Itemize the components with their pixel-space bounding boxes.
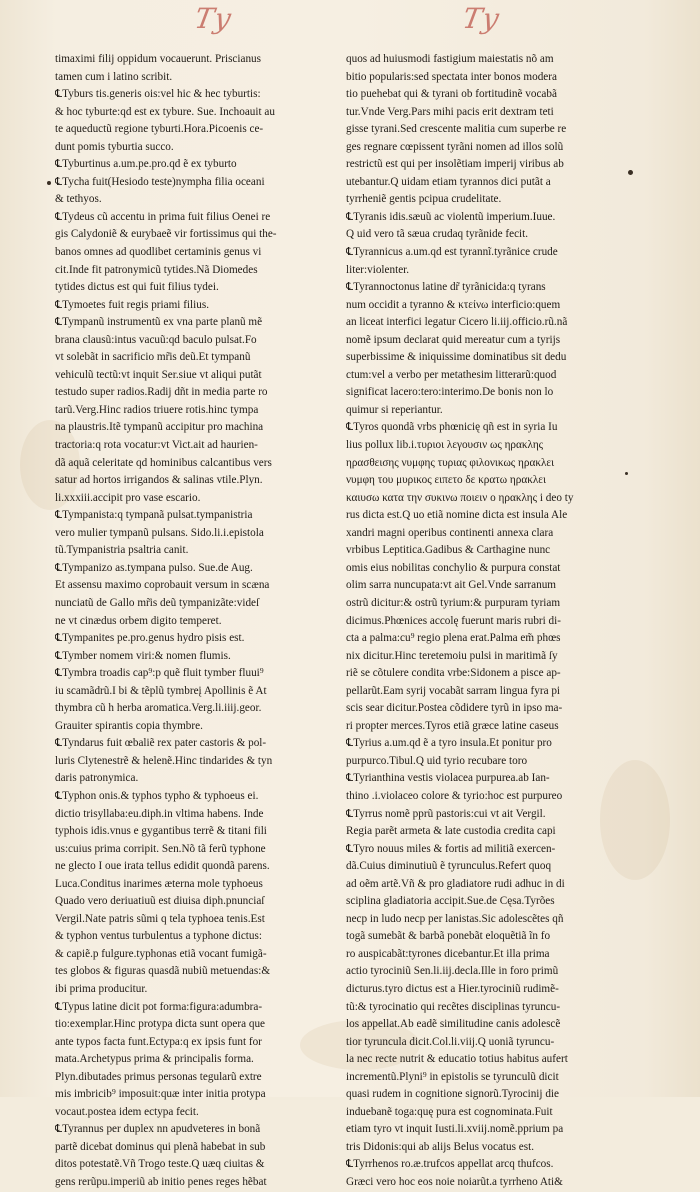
- text-line: vero mulier tympanũ pulsans. Sido.li.i.epistola: [55, 526, 264, 539]
- text-line: gisse tyrani.Sed crescente malitia cum superbe re: [346, 123, 567, 136]
- text-line: thymbra cũ h herba aromatica.Verg.li.iiij.geor.: [55, 702, 262, 715]
- text-line: dicturus.tyro dictus est a Hier.tyrociniũ rudimẽ-: [346, 982, 559, 995]
- text-line: ℄Tyranis idis.sæuũ ac violentũ imperium.Iuue.: [346, 210, 556, 223]
- text-line: tamen cum i latino scribit.: [55, 70, 173, 83]
- text-line: gens rerũpu.imperiũ ab initio penes reges hẽbat: [55, 1176, 267, 1188]
- text-line: omis eius nobilitas conchylio & purpura constat: [346, 561, 561, 574]
- text-line: ne glecto I oue irata tellus edidit quondã parens.: [55, 860, 270, 873]
- text-line: νυμφη του μυρικος ειπετο δε κρατω ηρακλει: [346, 474, 546, 487]
- text-line: typhois idis.vnus e gygantibus terrẽ & titani fili: [55, 825, 267, 838]
- text-line: nomẽ ipsum declarat quid mereatur cum a tyrijs: [346, 333, 561, 346]
- margin-ink-dot: [625, 472, 628, 475]
- text-line: utebantur.Q uidam etiam tyrannos dici putãt a: [346, 175, 551, 188]
- text-line: ℄Tympanũ instrumentũ ex vna parte planũ mẽ: [55, 316, 263, 329]
- text-line: Quado vero deriuatiuũ est diuisa diph.pnunciaſ: [55, 895, 265, 908]
- text-line: ad oẽm artẽ.Vñ & pro gladiatore rudi adhuc in di: [346, 877, 565, 890]
- text-line: Q uid vero tã sæua crudaq tyrãnide fecit.: [346, 228, 529, 241]
- text-line: & typhon ventus turbulentus a typhone dictus:: [55, 930, 262, 943]
- text-column-left: [55, 51, 320, 1192]
- text-line: ℄Tyburtinus a.um.pe.pro.qd ẽ ex tyburto: [55, 158, 237, 171]
- text-line: iu scamãdrũ.I bi & tẽplũ tymbreį Apollinis ẽ At: [55, 684, 267, 697]
- text-line: num occidit a tyranno & κτείνω interficio:quem: [346, 298, 561, 311]
- text-line: quos ad huiusmodi fastigium maiestatis nõ am: [346, 53, 554, 65]
- text-line: restrictũ est qui per insolẽtiam imperij viribus ab: [346, 158, 564, 171]
- text-line: actio tyrociniũ Sen.li.iij.decla.Ille in foro primũ: [346, 965, 559, 978]
- text-line: purpurco.Tibul.Q uid tyrio recubare toro: [346, 754, 528, 767]
- text-line: ℄Tyrrus nomẽ pprũ pastoris:cui vt ait Vergil.: [346, 807, 546, 820]
- text-line: la nec recte nutrit & educatio totius habitus aufert: [346, 1053, 568, 1066]
- text-line: ostrũ dicitur:& ostrũ tyrium:& purpuram tyriam: [346, 596, 561, 609]
- text-line: καιυσω κατα την συκινω ποιειν ο ηρακλης i deo ty: [346, 491, 574, 504]
- text-line: tũ:& tyrocinatio qui recẽtes disciplinas tyruncu-: [346, 1000, 561, 1013]
- text-line: testudo super radios.Radij dñt in media parte ro: [55, 386, 268, 399]
- text-line: na plaustris.Itẽ tympanũ accipitur pro machina: [55, 421, 264, 434]
- text-line: pellarũt.Eam syrij vocabãt sarram lingua fyra pi: [346, 684, 561, 697]
- text-line: tio puehebat qui & tyrani ob fortitudinẽ vocabã: [346, 88, 557, 101]
- text-line: los appellat.Ab eadẽ similitudine canis adolescẽ: [346, 1018, 561, 1031]
- text-line: ηρασθεισης νυμφης τυριας φιλονικως ηρακλει: [346, 456, 555, 469]
- text-line: an liceat interfici legatur Cicero li.iij.officio.rũ.nã: [346, 316, 568, 329]
- text-line: ℄Tycha fuit(Hesiodo teste)nympha filia oceani: [55, 175, 265, 188]
- text-line: dunt pomis tyburtia succo.: [55, 140, 174, 153]
- text-line: us:cuius prima corripit. Sen.Nõ tã ferũ typhone: [55, 842, 266, 855]
- text-line: ges regnare cœpissent tyrãni nomen ad illos solũ: [346, 140, 564, 153]
- handwritten-note-left: Ty: [192, 2, 235, 35]
- text-line: Grauiter spirantis copia thymbre.: [55, 719, 203, 732]
- text-line: ℄Typus latine dicit pot forma:figura:adumbra-: [55, 1000, 263, 1013]
- text-line: ctum:vel a verbo per metathesim litterarũ:quod: [346, 368, 557, 381]
- text-line: tarũ.Verg.Hinc radios triuere rotis.hinc tympa: [55, 403, 259, 416]
- text-line: scis sear dicitur.Postea cõdidere tyrũ in ipso ma-: [346, 702, 563, 715]
- text-line: ℄Tydeus cũ accentu in prima fuit filius Oenei re: [55, 210, 271, 223]
- text-line: quimur si reperiantur.: [346, 403, 443, 416]
- text-line: ibi prima producitur.: [55, 982, 148, 995]
- text-column-right: [346, 51, 611, 1192]
- text-line: tyrrheniẽ gentis pcipua crudelitate.: [346, 193, 502, 206]
- text-line: sciplina gladiatoria accipit.Sue.de Cęsa.Tyrões: [346, 895, 555, 908]
- text-line: liter:violenter.: [346, 263, 410, 276]
- handwritten-note-right: Ty: [460, 2, 503, 35]
- text-line: ℄Typhon onis.& typhos typho & typhoeus ei.: [55, 789, 259, 802]
- text-line: ℄Tyrius a.um.qd ẽ a tyro insula.Et ponitur pro: [346, 737, 552, 750]
- text-line: ℄Tymbra troadis cap⁹:p quẽ fluit tymber fluui⁹: [55, 667, 264, 680]
- margin-ink-dot: [628, 170, 633, 175]
- text-line: riẽ se cõtulere condita vrbe:Sidonem a pisce ap-: [346, 667, 561, 680]
- text-line: partẽ dicebat dominus qui plenã habebat in sub: [55, 1140, 266, 1153]
- text-line: vt solebãt in sacrificio mr̃is deũ.Et tympanũ: [55, 351, 251, 364]
- text-line: olim sarra nuncupata:vt ait Gel.Vnde sarranum: [346, 579, 557, 592]
- text-line: ℄Tympanites pe.pro.genus hydro pisis est.: [55, 632, 245, 645]
- text-line: & capiẽ.p fulgure.typhonas etiã vocant fumigã-: [55, 947, 267, 960]
- text-line: & hoc tyburte:qd est ex tybure. Sue. Inchoauit au: [55, 105, 275, 118]
- text-line: ri propter merces.Tyros etiã græce latine caseus: [346, 719, 559, 732]
- text-line: tytides dictus est qui fuit filius tydei.: [55, 281, 219, 294]
- text-line: ℄Tyburs tis.generis ois:vel hic & hec tyburtis:: [55, 88, 261, 101]
- text-line: tũ.Tympanistria psaltria canit.: [55, 544, 189, 557]
- text-line: rus dicta est.Q uo etiã nomine dicta est insula Ale: [346, 509, 568, 522]
- text-line: xandri magni operibus continenti annexa clara: [346, 526, 554, 539]
- text-line: luris Clytenestrẽ & helenẽ.Hinc tindarides & tyn: [55, 754, 273, 767]
- text-line: satur ad hortos irrigandos & salinas vtile.Plyn.: [55, 474, 263, 487]
- text-line: etiam tyro vt inquit Iusti.li.xviij.nomẽ.pprium pa: [346, 1123, 564, 1136]
- text-line: ℄Tyrannus per duplex nn apudveteres in bonã: [55, 1123, 261, 1136]
- text-line: quasi rudem in cognitione signorũ.Tyrocinij die: [346, 1088, 559, 1101]
- text-line: dictio trisyllaba:eu.diph.in vltima habens. Inde: [55, 807, 264, 820]
- text-line: ro auspicabãt:tyrones dicebantur.Et illa prima: [346, 947, 550, 960]
- text-line: ℄Tyrianthina vestis violacea purpurea.ab Ian-: [346, 772, 550, 785]
- margin-ink-dot: [47, 181, 51, 185]
- text-line: superbissime & iniquissime dominatibus sit dedu: [346, 351, 567, 364]
- text-line: ditos potestatẽ.Vñ Trogo teste.Q uæq ciuitas &: [55, 1158, 265, 1171]
- text-line: ℄Tymoetes fuit regis priami filius.: [55, 298, 209, 311]
- text-line: ℄Tyro nouus miles & fortis ad militiã exercen-: [346, 842, 556, 855]
- text-line: incrementũ.Plyni⁹ in epistolis se tyrunculũ dicit: [346, 1070, 559, 1083]
- text-line: thino .i.violaceo colore & tyrio:hoc est purpureo: [346, 789, 563, 802]
- text-line: tur.Vnde Verg.Pars mihi pacis erit dextram teti: [346, 105, 554, 118]
- text-line: Plyn.dibutades primus personas tegularũ extre: [55, 1070, 262, 1083]
- text-line: ℄Tympanista:q tympanã pulsat.tympanistria: [55, 509, 253, 522]
- text-line: cit.Inde fit patronymicũ tytides.Nã Diomedes: [55, 263, 258, 276]
- text-line: Vergil.Nate patris sũmi q tela typhoea tenis.Est: [55, 912, 265, 925]
- text-line: tes globos & figuras quasdã nubiũ metuendas:&: [55, 965, 271, 978]
- text-line: daris patronymica.: [55, 772, 139, 785]
- text-line: timaximi filij oppidum vocauerunt. Priscianus: [55, 53, 262, 65]
- text-line: Luca.Conditus inarimes æterna mole typhoeus: [55, 877, 263, 890]
- text-line: brana clausũ:intus vacuũ:qd baculo pulsat.Fo: [55, 333, 257, 346]
- text-line: ℄Tympanizo as.tympana pulso. Sue.de Aug.: [55, 561, 253, 574]
- text-line: ℄Tyrrhenos ro.æ.trufcos appellat arcq thufcos.: [346, 1158, 554, 1171]
- text-line: dã aquã celeritate qd hominibus calcantibus vers: [55, 456, 272, 469]
- text-line: tio:exemplar.Hinc protypa dicta sunt opera que: [55, 1018, 266, 1031]
- text-line: banos omnes ad quodlibet certaminis genus vi: [55, 246, 262, 259]
- text-line: lius pollux lib.i.τυριοι λεγουσιν ως ηρακλης: [346, 439, 544, 452]
- text-line: Regia parẽt armeta & late custodia credita capi: [346, 825, 556, 838]
- text-line: vrbibus Leptitica.Gadibus & Carthagine nunc: [346, 544, 551, 557]
- text-line: togã sumebãt & barbã ponebãt eloquẽtiã ĩn fo: [346, 930, 551, 943]
- text-line: tior tyruncula dicit.Col.li.viij.Q uoniã tyruncu-: [346, 1035, 555, 1048]
- text-line: necp in ludo necp per lanistas.Sic adolescẽtes qñ: [346, 912, 564, 925]
- text-line: ℄Tyrannoctonus latine dr̃ tyrãnicida:q tyrans: [346, 281, 546, 294]
- text-line: dicimus.Phœnices accolę fuerunt maris rubri di-: [346, 614, 561, 627]
- text-line: tris Didonis:qui ab alijs Belus vocatus est.: [346, 1140, 534, 1153]
- text-line: nix dicitur.Hinc teretemoiu pulsi in maritimã ſy: [346, 649, 558, 662]
- text-line: vehiculũ tectũ:vt inquit Ser.siue vt aliqui putãt: [55, 368, 262, 381]
- text-line: te aqueductũ regione tyburti.Hora.Picoenis ce-: [55, 123, 264, 136]
- text-line: induebanẽ toga:quę pura est cognominata.Fuit: [346, 1105, 553, 1118]
- text-line: cta a palma:cu⁹ regio plena erat.Palma em̃ phœs: [346, 632, 561, 645]
- text-line: ℄Tyrannicus a.um.qd est tyrannĩ.tyrãnice crude: [346, 246, 558, 259]
- text-line: Et assensu maximo coprobauit versum in scæna: [55, 579, 270, 592]
- text-line: ne vt cinædus orbem digito temperet.: [55, 614, 222, 627]
- text-line: bitio popularis:sed spectata inter bonos modera: [346, 70, 557, 83]
- text-line: tractoria:q rota vocatur:vt Vict.ait ad haurien-: [55, 439, 258, 452]
- text-line: ℄Tyndarus fuit œbaliẽ rex pater castoris & pol-: [55, 737, 267, 750]
- text-line: ℄Tymber nomem viri:& nomen flumis.: [55, 649, 231, 662]
- text-line: significat lacero:tero:interimo.De bonis non lo: [346, 386, 554, 399]
- text-line: li.xxxiii.accipit pro vase escario.: [55, 491, 201, 504]
- text-line: & tethyos.: [55, 193, 102, 206]
- text-line: Græci vero hoc eos noie noiarũt.a tyrrheno Ati&: [346, 1176, 563, 1188]
- text-line: nunciatũ de Gallo mr̃is deũ tympanizãte:videſ: [55, 596, 260, 609]
- text-line: dã.Cuius diminutiuũ ẽ tyrunculus.Refert quoq: [346, 860, 552, 873]
- text-line: mis imbricib⁹ imposuit:quæ inter initia protypa: [55, 1088, 266, 1101]
- text-line: gis Calydoniẽ & eurybaeẽ vir fortissimus qui the-: [55, 228, 277, 241]
- text-line: vocaut.postea idem ectypa fecit.: [55, 1105, 199, 1118]
- text-line: mata.Archetypus prima & principalis forma.: [55, 1053, 254, 1066]
- text-line: ante typos facta funt.Ectypa:q ex ipsis funt for: [55, 1035, 262, 1048]
- text-line: ℄Tyros quondã vrbs phœnicię qñ est in syria Iu: [346, 421, 558, 434]
